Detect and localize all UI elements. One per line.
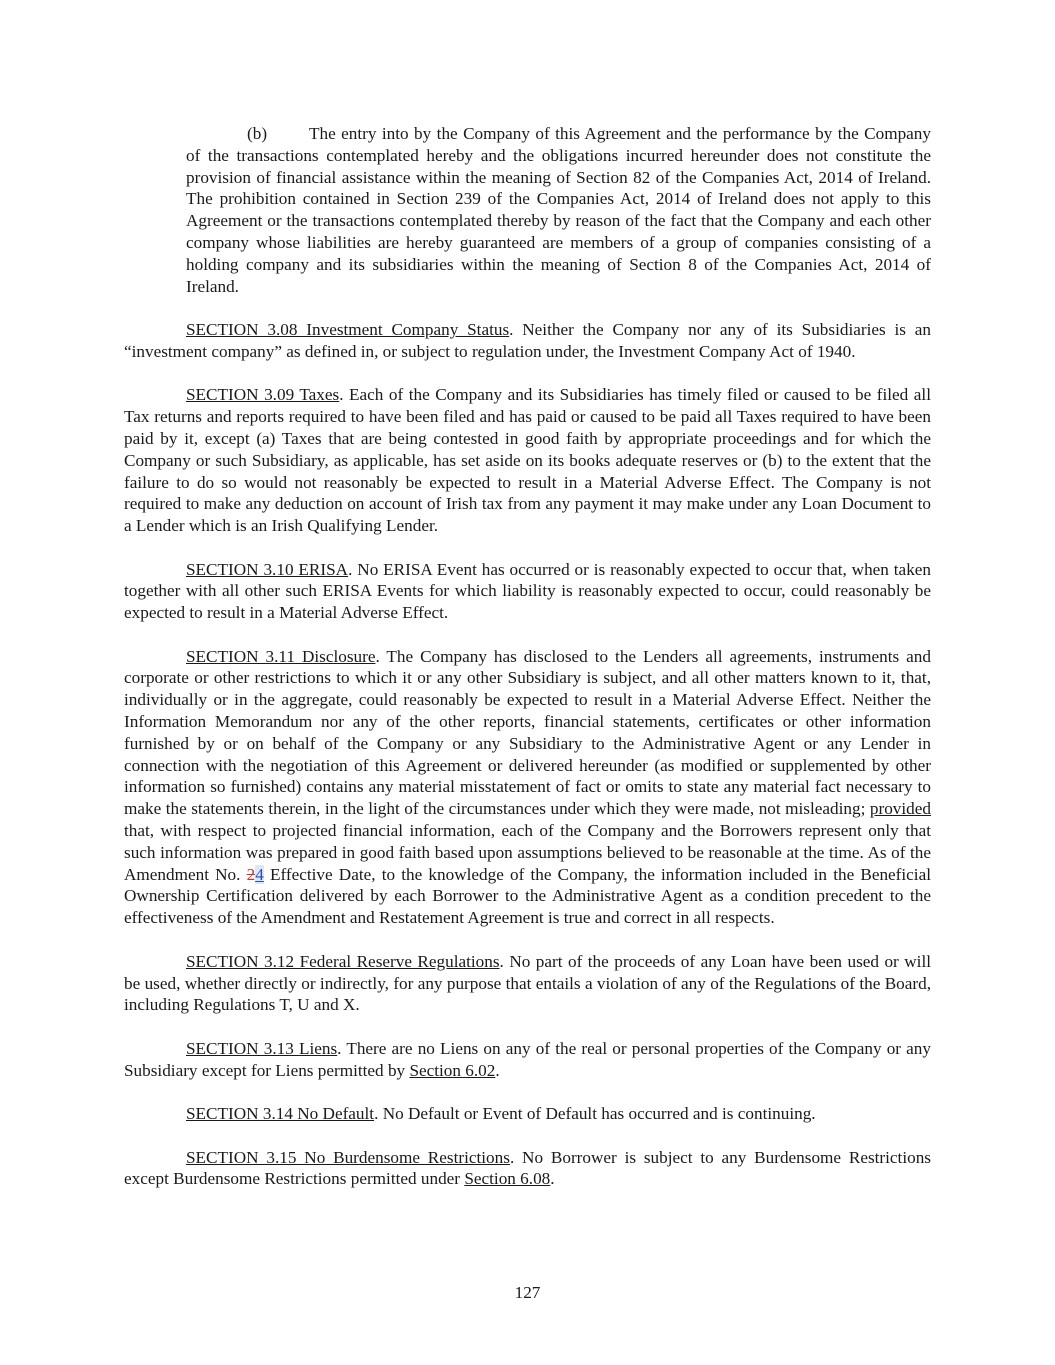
section-3-14 — [124, 1103, 931, 1125]
section-3-10-text: . No ERISA Event has occurred or is reasonably expected to occur that, when taken together with all other such ERISA Events for which liability is reasonably expected to occur, could reasonably be expected to result in a Material Adverse Effect. — [124, 559, 932, 623]
page-number: 127 — [514, 1283, 541, 1302]
section-3-09 — [124, 384, 931, 537]
deleted-revision: 2 — [246, 864, 256, 884]
section-6-08-reference: Section 6.08 — [464, 1169, 551, 1189]
section-3-13-text-1: . There are no Liens on any of the real or personal properties of the Company or any Subsidiary except for Liens permitted by — [124, 1038, 931, 1080]
section-3-15-text-2: . — [550, 1169, 555, 1189]
section-3-15 — [124, 1147, 931, 1191]
section-3-11 — [124, 646, 931, 929]
clause-b-marker: (b) — [247, 124, 268, 143]
section-3-11-text-1: . The Company has disclosed to the Lenders all agreements, instruments and corporate or other restrictions to which it or any other Subsidiary is subject, and all other matters known to it, that, individually or in the aggregate, could reasonably be expected to result in a Material Adverse Effect. Neither the Information Memorandum nor any of the other reports, financial statements, certificates or other information furnished by or on behalf of the Company or any Subsidiary to the Administrative Agent or any Lender in connection with the negotiation of this Agreement or delivered hereunder (as modified or supplemented by other information so furnished) contains any material misstatement of fact or omits to state any material fact necessary to make the statements therein, in the light of the circumstances under which they were made, not misleading; — [124, 646, 931, 819]
document-page — [124, 123, 931, 1190]
section-3-12-heading: SECTION 3.12 Federal Reserve Regulations — [186, 951, 500, 971]
inserted-revision: 4 — [255, 864, 264, 884]
section-3-08 — [124, 319, 931, 363]
section-3-14-text: . No Default or Event of Default has occurred and is continuing. — [374, 1104, 816, 1124]
section-3-13 — [124, 1038, 931, 1082]
provided-term: provided — [869, 799, 931, 819]
section-3-09-heading: SECTION 3.09 Taxes — [186, 385, 340, 405]
section-3-12 — [124, 951, 931, 1016]
clause-b-text: The entry into by the Company of this Agreement and the performance by the Company of the transactions contemplated hereby and the obligations incurred hereunder does not constitute the provision of financial assistance within the meaning of Section 82 of the Companies Act, 2014 of Ireland. The prohibition contained in Section 239 of the Companies Act, 2014 of Ireland does not apply to this Agreement or the transactions contemplated thereby by reason of the fact that the Company and each other company whose liabilities are hereby guaranteed are members of a group of companies consisting of a holding company and its subsidiaries within the meaning of Section 8 of the Companies Act, 2014 of Ireland. — [186, 124, 931, 296]
section-3-11-text-3: Effective Date, to the knowledge of the Company, the information included in the Beneficial Ownership Certification delivered by each Borrower to the Administrative Agent as a condition precedent to the effectiveness of the Amendment and Restatement Agreement is true and correct in all respects. — [124, 864, 931, 928]
section-3-14-heading: SECTION 3.14 No Default — [186, 1104, 375, 1124]
section-3-09-text: . Each of the Company and its Subsidiaries has timely filed or caused to be filed all Tax returns and reports required to have been filed and has paid or caused to be paid all Taxes required to have been paid by it, except (a) Taxes that are being contested in good faith by appropriate proceedings and for which the Company or such Subsidiary, as applicable, has set aside on its books adequate reserves or (b) to the extent that the failure to do so would not reasonably be expected to result in a Material Adverse Effect. The Company is not required to make any deduction on account of Irish tax from any payment it may make under any Loan Document to a Lender which is an Irish Qualifying Lender. — [124, 385, 931, 536]
section-3-08-heading: SECTION 3.08 Investment Company Status — [186, 320, 510, 340]
section-3-10-heading: SECTION 3.10 ERISA — [186, 559, 349, 579]
section-3-08-text: . Neither the Company nor any of its Subsidiaries is an “investment company” as defined in, or subject to regulation under, the Investment Company Act of 1940. — [124, 320, 931, 361]
section-3-11-text-2: that, with respect to projected financial information, each of the Company and the Borrowers represent only that such information was prepared in good faith based upon assumptions believed to be reasonable at the time. As of the Amendment No. — [124, 821, 931, 884]
section-3-13-heading: SECTION 3.13 Liens — [186, 1038, 338, 1058]
section-3-10 — [124, 559, 931, 624]
section-3-11-heading: SECTION 3.11 Disclosure — [186, 646, 376, 666]
section-3-15-heading: SECTION 3.15 No Burdensome Restrictions — [186, 1147, 510, 1167]
clause-b — [186, 123, 931, 297]
section-3-12-text: . No part of the proceeds of any Loan have been used or will be used, whether directly or indirectly, for any purpose that entails a violation of any of the Regulations of the Board, including Regulations T, U and X. — [124, 951, 931, 1015]
section-3-13-text-2: . — [495, 1060, 500, 1080]
section-3-15-text-1: . No Borrower is subject to any Burdensome Restrictions except Burdensome Restrictions permitted under — [124, 1147, 931, 1189]
section-6-02-reference: Section 6.02 — [409, 1060, 496, 1080]
